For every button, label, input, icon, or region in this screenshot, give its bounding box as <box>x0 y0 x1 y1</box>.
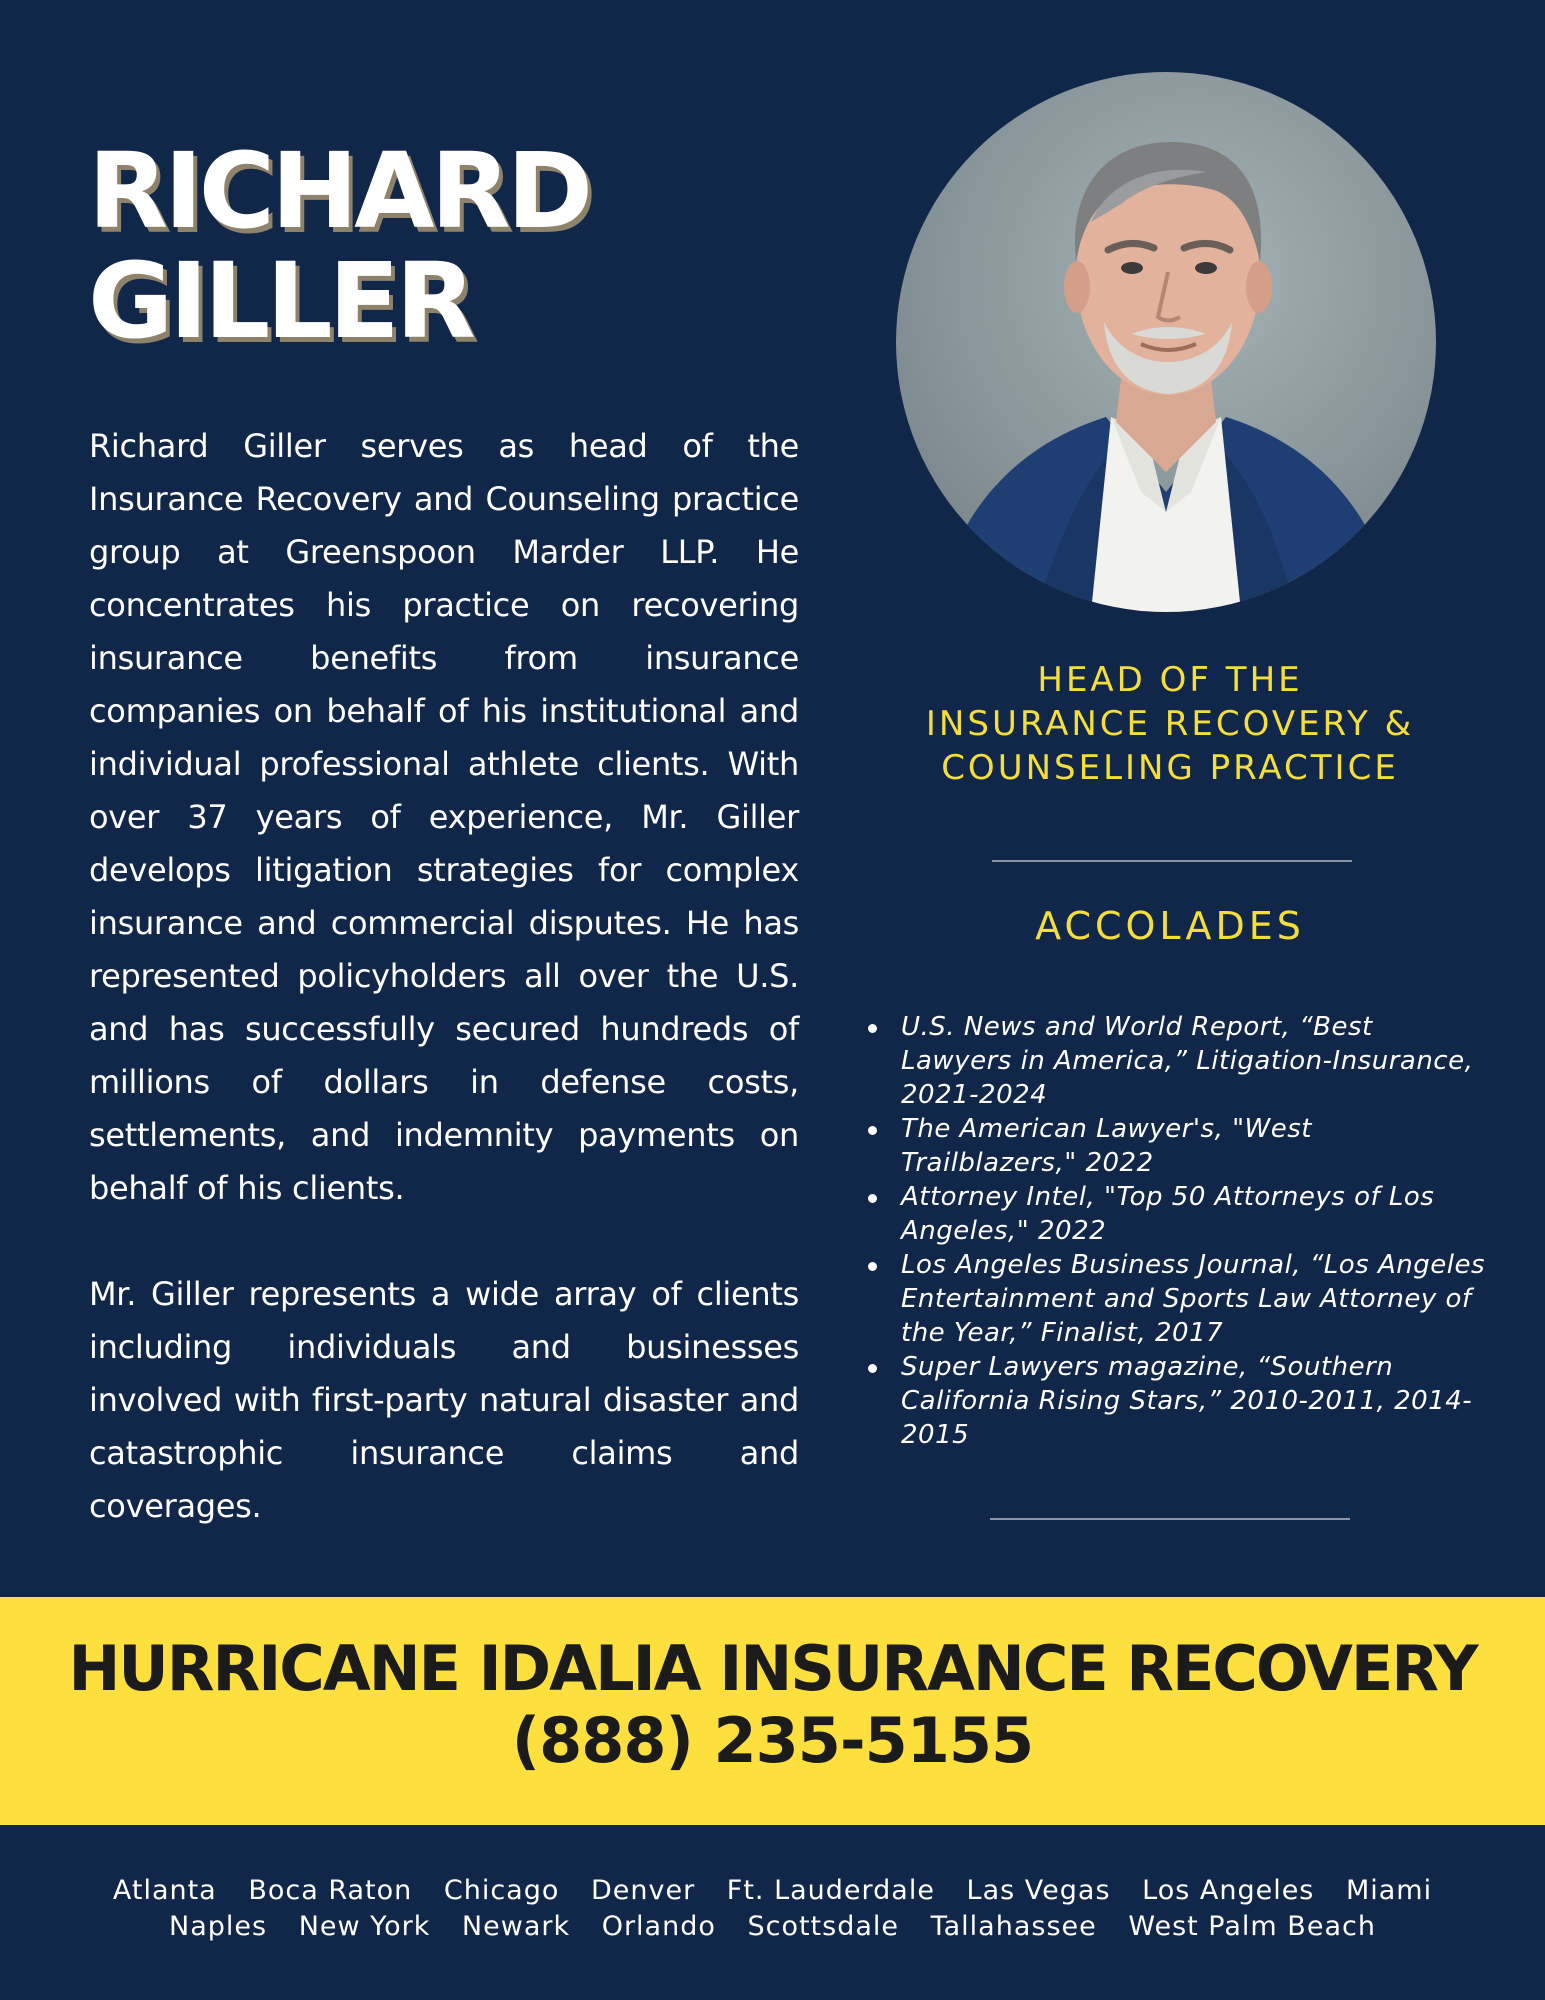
banner-title: HURRICANE IDALIA INSURANCE RECOVERY <box>68 1632 1477 1705</box>
portrait-illustration <box>896 72 1436 612</box>
office-location: New York <box>298 1911 431 1942</box>
name-line-first: RICHARD <box>88 130 590 252</box>
headshot-photo <box>896 72 1436 612</box>
accolade-item: The American Lawyer's, "West Trailblazers," 2022 <box>862 1112 1492 1180</box>
bio-paragraph-1: Richard Giller serves as head of the Insurance Recovery and Counseling practice group at Greenspoon Marder LLP. He concentrates his practice on recovering insurance benefits from insurance companies on behalf of his institutional and individual professional athlete clients. With over 37 years of experience, Mr. Giller develops litigation strategies for complex insurance and commercial disputes. He has represented policyholders all over the U.S. and has successfully secured hundreds of millions of dollars in defense costs, settlements, and indemnity payments on behalf of his clients. <box>89 427 799 1207</box>
accolade-item: U.S. News and World Report, “Best Lawyers in America,” Litigation-Insurance, 2021-2024 <box>862 1010 1492 1112</box>
office-location: Atlanta <box>112 1875 217 1906</box>
office-location: Scottsdale <box>747 1911 900 1942</box>
name-line-last: GILLER <box>88 240 472 362</box>
office-location: Tallahassee <box>930 1911 1097 1942</box>
office-location: Newark <box>461 1911 571 1942</box>
office-locations <box>0 1873 1545 1945</box>
practice-title-line: COUNSELING PRACTICE <box>941 748 1399 788</box>
office-location: Los Angeles <box>1142 1875 1315 1906</box>
office-location: Chicago <box>443 1875 560 1906</box>
office-row <box>0 1909 1545 1945</box>
office-location: Orlando <box>601 1911 716 1942</box>
office-location: Ft. Lauderdale <box>726 1875 935 1906</box>
office-row <box>0 1873 1545 1909</box>
accolade-item: Los Angeles Business Journal, “Los Angeles Entertainment and Sports Law Attorney of the Year,” Finalist, 2017 <box>862 1248 1492 1350</box>
practice-title-line: HEAD OF THE <box>1037 660 1303 700</box>
office-location: West Palm Beach <box>1128 1911 1376 1942</box>
accolades-list <box>862 1010 1492 1452</box>
bio-paragraph-2: Mr. Giller represents a wide array of clients including individuals and businesses involved with first-party natural disaster and catastrophic insurance claims and coverages. <box>89 1275 799 1525</box>
accolades-heading: ACCOLADES <box>1035 904 1305 948</box>
practice-title-line: INSURANCE RECOVERY & <box>925 704 1415 744</box>
office-location: Denver <box>590 1875 696 1906</box>
practice-title <box>850 658 1490 790</box>
attorney-name <box>88 130 788 362</box>
section-divider <box>990 1518 1350 1520</box>
office-location: Boca Raton <box>248 1875 413 1906</box>
accolade-item: Attorney Intel, "Top 50 Attorneys of Los Angeles," 2022 <box>862 1180 1492 1248</box>
cta-banner <box>0 1597 1545 1825</box>
biography <box>89 420 799 1586</box>
office-location: Miami <box>1345 1875 1433 1906</box>
office-location: Las Vegas <box>966 1875 1111 1906</box>
section-divider <box>992 860 1352 862</box>
phone-number[interactable]: (888) 235-5155 <box>511 1704 1034 1777</box>
accolade-item: Super Lawyers magazine, “Southern California Rising Stars,” 2010-2011, 2014-2015 <box>862 1350 1492 1452</box>
office-location: Naples <box>169 1911 268 1942</box>
